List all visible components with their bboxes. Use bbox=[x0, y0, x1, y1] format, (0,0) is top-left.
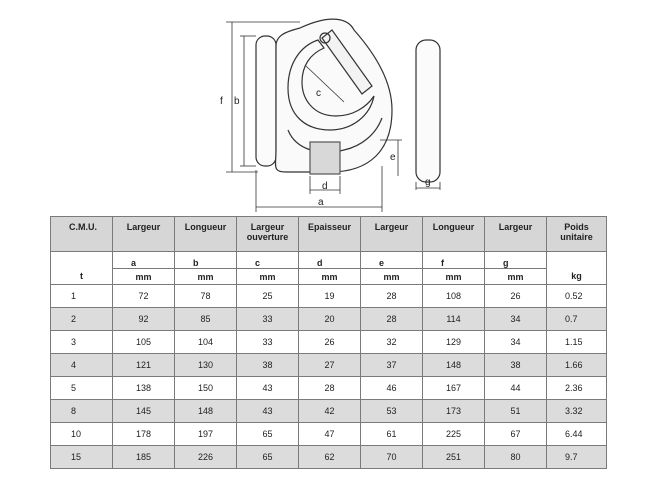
value-cell: 150 bbox=[175, 377, 237, 400]
value-cell: 114 bbox=[423, 308, 485, 331]
value-cell: 61 bbox=[361, 423, 423, 446]
value-cell: 85 bbox=[175, 308, 237, 331]
value-cell: 104 bbox=[175, 331, 237, 354]
value-cell: 38 bbox=[485, 354, 547, 377]
units-row bbox=[51, 269, 607, 285]
value-cell: 185 bbox=[113, 446, 175, 469]
value-cell: 42 bbox=[299, 400, 361, 423]
table-row bbox=[51, 354, 607, 377]
table-row bbox=[51, 377, 607, 400]
value-cell: 121 bbox=[113, 354, 175, 377]
value-cell: 25 bbox=[237, 285, 299, 308]
cmu-cell: 4 bbox=[51, 354, 113, 377]
value-cell: 26 bbox=[485, 285, 547, 308]
value-cell: 67 bbox=[485, 423, 547, 446]
value-cell: 65 bbox=[237, 446, 299, 469]
value-cell: 226 bbox=[175, 446, 237, 469]
value-cell: 197 bbox=[175, 423, 237, 446]
value-cell: 129 bbox=[423, 331, 485, 354]
dim-label-a: a bbox=[318, 197, 324, 208]
value-cell: 72 bbox=[113, 285, 175, 308]
unit-cell: t bbox=[51, 269, 113, 285]
value-cell: 34 bbox=[485, 331, 547, 354]
hook-side-view bbox=[416, 40, 440, 182]
value-cell: 62 bbox=[299, 446, 361, 469]
cmu-cell: 8 bbox=[51, 400, 113, 423]
cmu-cell: 3 bbox=[51, 331, 113, 354]
value-cell: 225 bbox=[423, 423, 485, 446]
value-cell: 33 bbox=[237, 308, 299, 331]
letter-cell bbox=[51, 252, 113, 269]
value-cell: 0.52 bbox=[547, 285, 607, 308]
value-cell: 3.32 bbox=[547, 400, 607, 423]
header-epaisseur-d: Epaisseur bbox=[299, 217, 361, 252]
letter-cell bbox=[547, 252, 607, 269]
dim-label-c: c bbox=[316, 88, 321, 99]
header-cmu: C.M.U. bbox=[51, 217, 113, 252]
dim-label-d: d bbox=[322, 181, 328, 192]
header-poids-unitaire: Poids unitaire bbox=[547, 217, 607, 252]
dim-label-e: e bbox=[390, 152, 396, 163]
header-largeur-g: Largeur bbox=[485, 217, 547, 252]
table-row bbox=[51, 446, 607, 469]
hook-technical-drawing bbox=[0, 0, 650, 215]
value-cell: 33 bbox=[237, 331, 299, 354]
unit-cell: mm bbox=[423, 269, 485, 285]
cmu-cell: 1 bbox=[51, 285, 113, 308]
value-cell: 148 bbox=[175, 400, 237, 423]
letter-cell: b bbox=[175, 252, 237, 269]
value-cell: 148 bbox=[423, 354, 485, 377]
table-row bbox=[51, 285, 607, 308]
value-cell: 70 bbox=[361, 446, 423, 469]
letters-row bbox=[51, 252, 607, 269]
dim-label-b: b bbox=[234, 96, 240, 107]
header-longueur-b: Longueur bbox=[175, 217, 237, 252]
header-row bbox=[51, 217, 607, 252]
dim-label-g: g bbox=[425, 177, 431, 188]
cmu-cell: 10 bbox=[51, 423, 113, 446]
value-cell: 78 bbox=[175, 285, 237, 308]
value-cell: 37 bbox=[361, 354, 423, 377]
value-cell: 28 bbox=[299, 377, 361, 400]
table-row bbox=[51, 400, 607, 423]
cmu-cell: 5 bbox=[51, 377, 113, 400]
value-cell: 178 bbox=[113, 423, 175, 446]
table-row bbox=[51, 423, 607, 446]
value-cell: 92 bbox=[113, 308, 175, 331]
unit-cell: mm bbox=[113, 269, 175, 285]
value-cell: 1.15 bbox=[547, 331, 607, 354]
value-cell: 108 bbox=[423, 285, 485, 308]
value-cell: 51 bbox=[485, 400, 547, 423]
letter-cell: e bbox=[361, 252, 423, 269]
value-cell: 28 bbox=[361, 285, 423, 308]
value-cell: 43 bbox=[237, 400, 299, 423]
value-cell: 167 bbox=[423, 377, 485, 400]
value-cell: 27 bbox=[299, 354, 361, 377]
value-cell: 251 bbox=[423, 446, 485, 469]
value-cell: 46 bbox=[361, 377, 423, 400]
unit-cell: mm bbox=[361, 269, 423, 285]
value-cell: 1.66 bbox=[547, 354, 607, 377]
value-cell: 145 bbox=[113, 400, 175, 423]
value-cell: 19 bbox=[299, 285, 361, 308]
value-cell: 44 bbox=[485, 377, 547, 400]
unit-cell: mm bbox=[299, 269, 361, 285]
unit-cell: mm bbox=[485, 269, 547, 285]
letter-cell: g bbox=[485, 252, 547, 269]
unit-cell: mm bbox=[175, 269, 237, 285]
unit-cell: kg bbox=[547, 269, 607, 285]
value-cell: 34 bbox=[485, 308, 547, 331]
dim-label-f: f bbox=[220, 96, 223, 107]
hook-spec-table bbox=[50, 216, 607, 469]
value-cell: 43 bbox=[237, 377, 299, 400]
cmu-cell: 2 bbox=[51, 308, 113, 331]
hook-shank bbox=[256, 36, 276, 166]
value-cell: 38 bbox=[237, 354, 299, 377]
letter-cell: d bbox=[299, 252, 361, 269]
value-cell: 32 bbox=[361, 331, 423, 354]
header-largeur-ouverture-c: Largeur ouverture bbox=[237, 217, 299, 252]
table-row bbox=[51, 331, 607, 354]
header-largeur-a: Largeur bbox=[113, 217, 175, 252]
value-cell: 105 bbox=[113, 331, 175, 354]
value-cell: 47 bbox=[299, 423, 361, 446]
value-cell: 2.36 bbox=[547, 377, 607, 400]
cmu-cell: 15 bbox=[51, 446, 113, 469]
value-cell: 53 bbox=[361, 400, 423, 423]
hook-neck bbox=[310, 142, 340, 174]
table-row bbox=[51, 308, 607, 331]
unit-cell: mm bbox=[237, 269, 299, 285]
value-cell: 80 bbox=[485, 446, 547, 469]
value-cell: 28 bbox=[361, 308, 423, 331]
letter-cell: a bbox=[113, 252, 175, 269]
header-longueur-f: Longueur bbox=[423, 217, 485, 252]
value-cell: 0.7 bbox=[547, 308, 607, 331]
value-cell: 65 bbox=[237, 423, 299, 446]
value-cell: 26 bbox=[299, 331, 361, 354]
value-cell: 173 bbox=[423, 400, 485, 423]
header-largeur-e: Largeur bbox=[361, 217, 423, 252]
value-cell: 138 bbox=[113, 377, 175, 400]
value-cell: 130 bbox=[175, 354, 237, 377]
value-cell: 20 bbox=[299, 308, 361, 331]
letter-cell: c bbox=[237, 252, 299, 269]
value-cell: 9.7 bbox=[547, 446, 607, 469]
value-cell: 6.44 bbox=[547, 423, 607, 446]
letter-cell: f bbox=[423, 252, 485, 269]
